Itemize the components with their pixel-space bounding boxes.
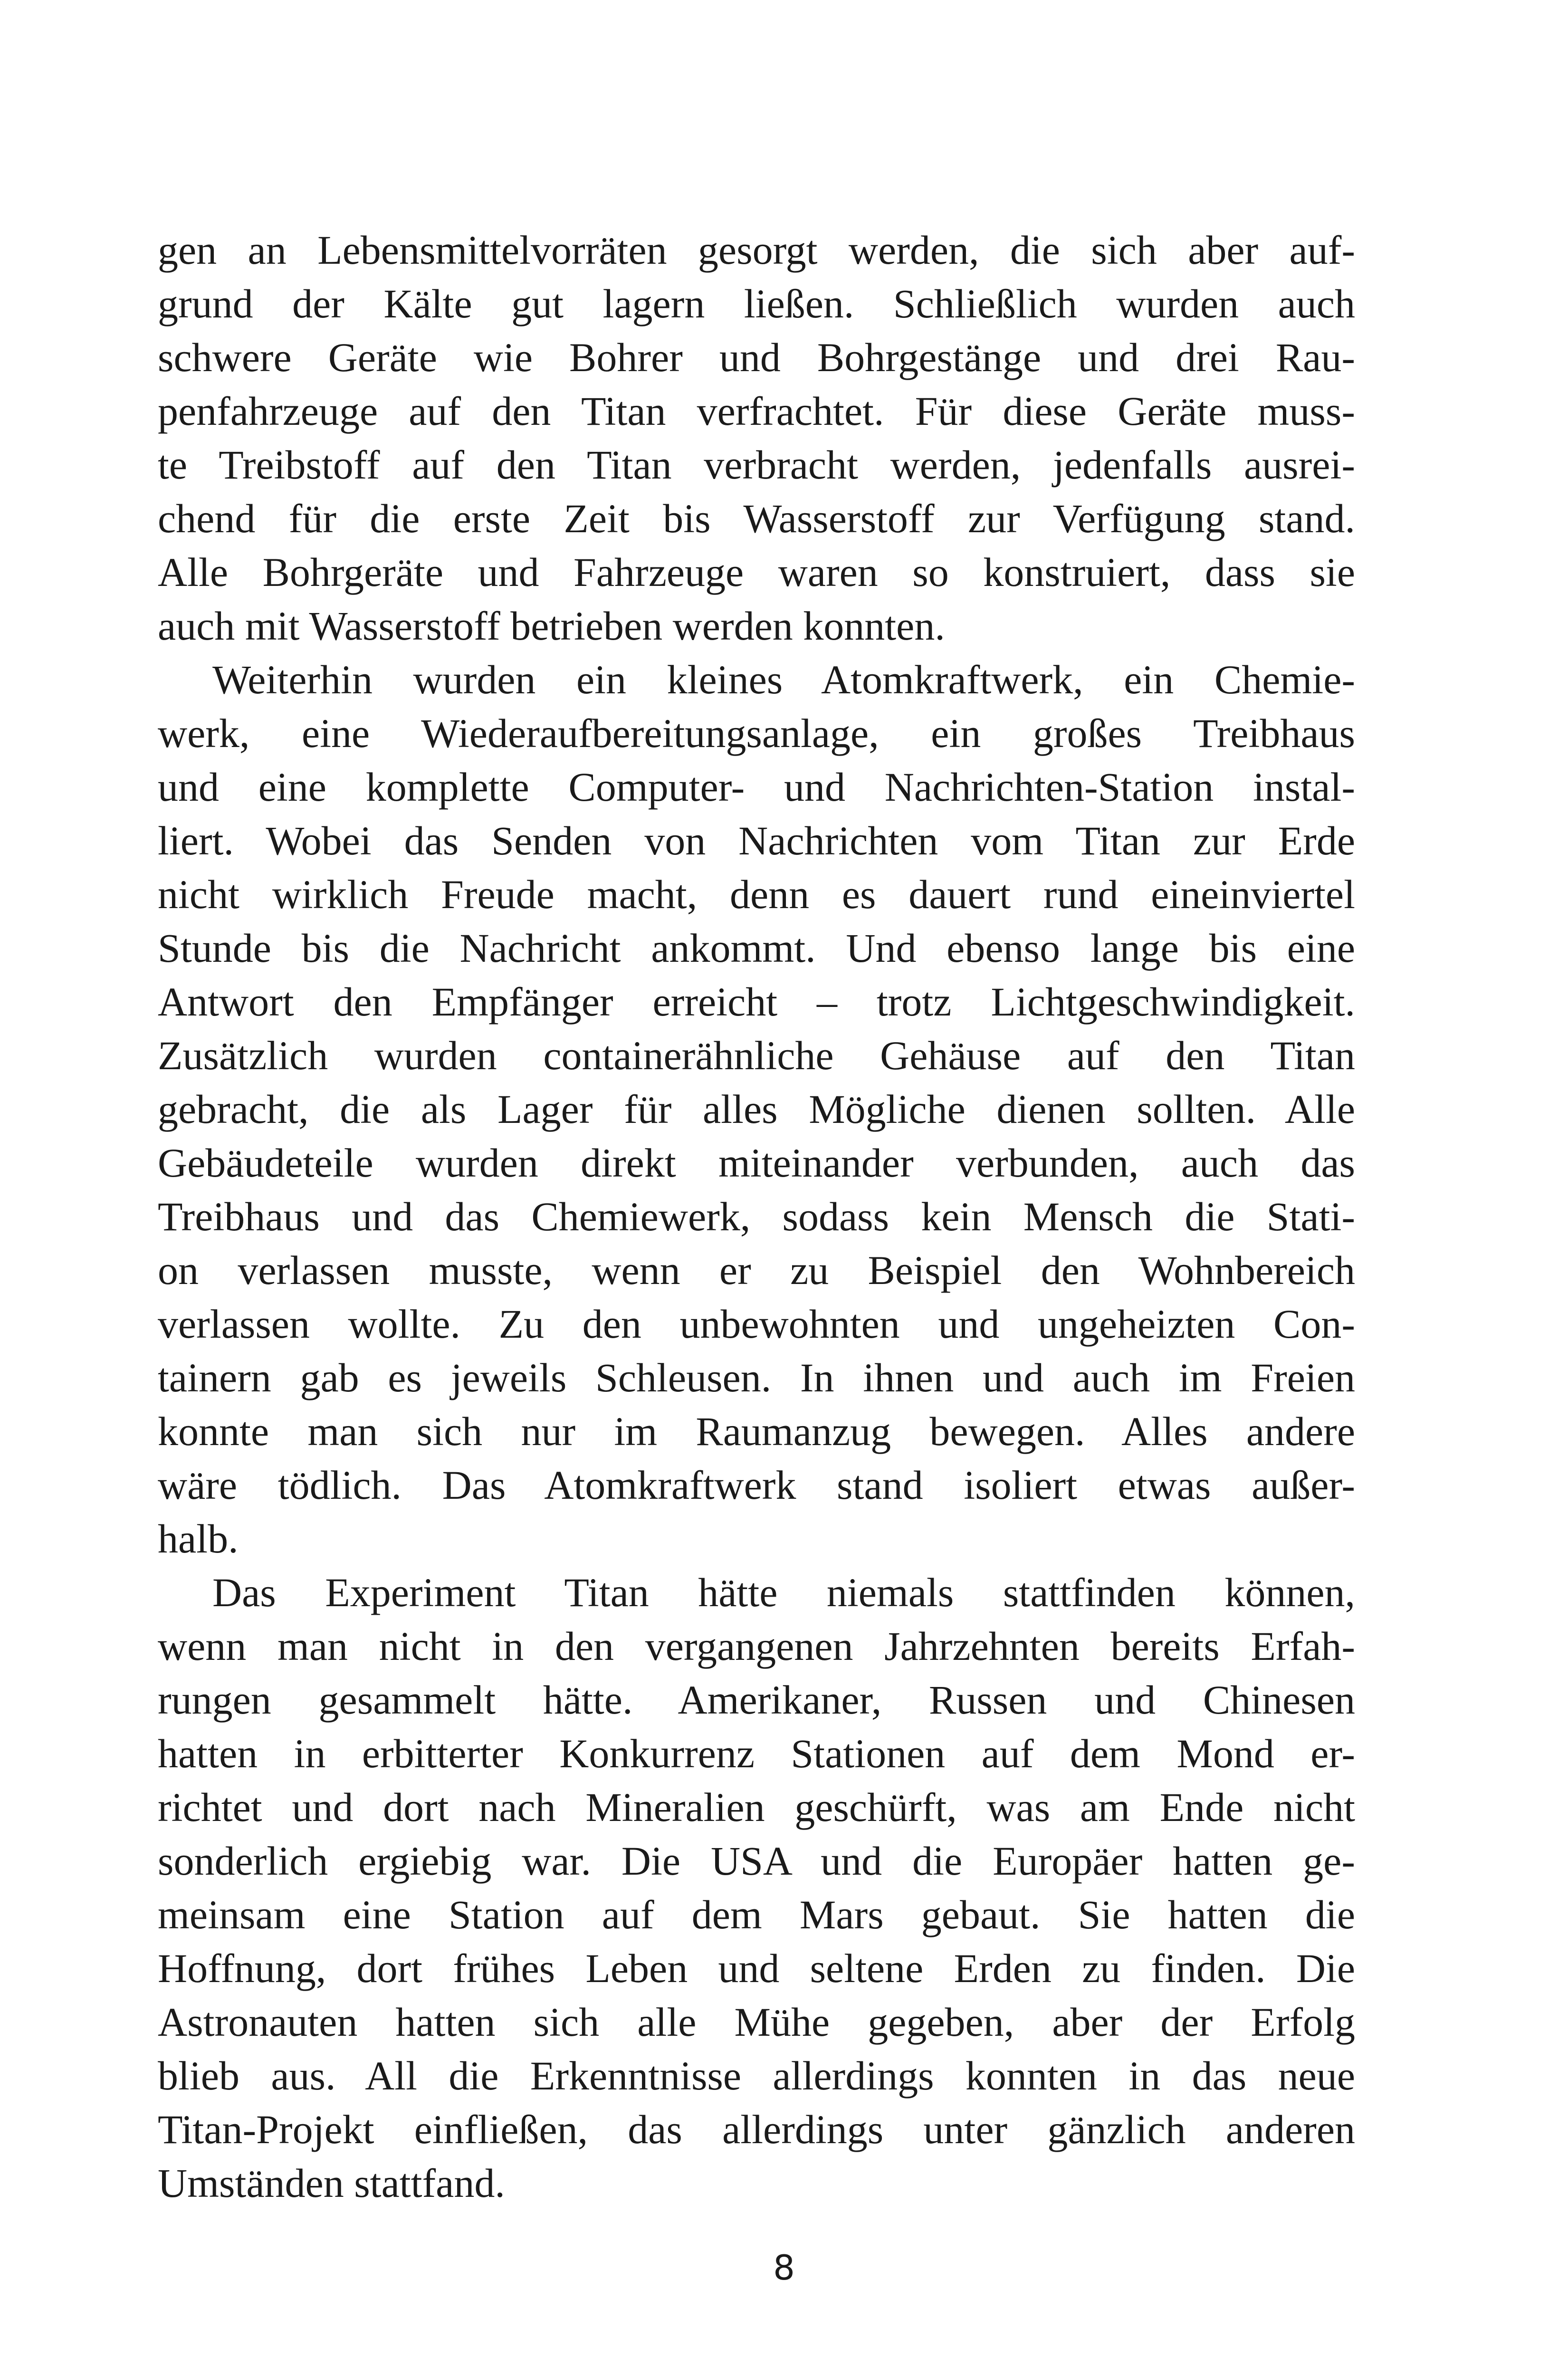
text-line: wäre tödlich. Das Atomkraftwerk stand isoliert etwas außer-	[158, 1462, 1355, 1508]
text-line: rungen gesammelt hätte. Amerikaner, Russen und Chinesen	[158, 1677, 1355, 1723]
paragraph-last-line: auch mit Wasserstoff betrieben werden konnten.	[158, 603, 945, 649]
text-line: Astronauten hatten sich alle Mühe gegeben, aber der Erfolg	[158, 1999, 1355, 2045]
text-line: liert. Wobei das Senden von Nachrichten vom Titan zur Erde	[158, 818, 1355, 863]
text-line: tainern gab es jeweils Schleusen. In ihnen und auch im Freien	[158, 1355, 1355, 1400]
text-line: verlassen wollte. Zu den unbewohnten und ungeheizten Con-	[158, 1301, 1355, 1347]
text-line: Hoffnung, dort frühes Leben und seltene Erden zu finden. Die	[158, 1945, 1355, 1991]
text-line: hatten in erbitterter Konkurrenz Stationen auf dem Mond er-	[158, 1731, 1355, 1776]
text-line: on verlassen musste, wenn er zu Beispiel den Wohnbereich	[158, 1247, 1355, 1293]
text-line: Zusätzlich wurden containerähnliche Gehäuse auf den Titan	[158, 1033, 1355, 1078]
paragraph-first-line: Weiterhin wurden ein kleines Atomkraftwerk, ein Chemie-	[212, 657, 1355, 702]
text-line: und eine komplette Computer- und Nachrichten-Station instal-	[158, 764, 1355, 810]
body-text	[158, 223, 1355, 2210]
text-line: richtet und dort nach Mineralien geschürft, was am Ende nicht	[158, 1784, 1355, 1830]
text-line: Gebäudeteile wurden direkt miteinander verbunden, auch das	[158, 1140, 1355, 1186]
text-line: gebracht, die als Lager für alles Mögliche dienen sollten. Alle	[158, 1086, 1355, 1132]
paragraph-last-line: halb.	[158, 1516, 239, 1562]
text-line: meinsam eine Station auf dem Mars gebaut. Sie hatten die	[158, 1892, 1355, 1937]
text-line: konnte man sich nur im Raumanzug bewegen. Alles andere	[158, 1408, 1355, 1454]
text-line: te Treibstoff auf den Titan verbracht werden, jedenfalls ausrei-	[158, 442, 1355, 488]
paragraph-first-line: Das Experiment Titan hätte niemals stattfinden können,	[212, 1570, 1355, 1615]
text-line: werk, eine Wiederaufbereitungsanlage, ein großes Treibhaus	[158, 710, 1355, 756]
page-number: 8	[773, 2248, 795, 2288]
text-line: Treibhaus und das Chemiewerk, sodass kein Mensch die Stati-	[158, 1194, 1355, 1239]
text-line: gen an Lebensmittelvorräten gesorgt werden, die sich aber auf-	[158, 227, 1355, 273]
text-line: schwere Geräte wie Bohrer und Bohrgestänge und drei Rau-	[158, 335, 1355, 380]
text-line: Antwort den Empfänger erreicht – trotz Lichtgeschwindigkeit.	[158, 979, 1355, 1025]
text-line: grund der Kälte gut lagern ließen. Schließlich wurden auch	[158, 281, 1355, 326]
text-line: wenn man nicht in den vergangenen Jahrzehnten bereits Erfah-	[158, 1623, 1355, 1669]
text-line: Alle Bohrgeräte und Fahrzeuge waren so konstruiert, dass sie	[158, 549, 1355, 595]
text-line: blieb aus. All die Erkenntnisse allerdings konnten in das neue	[158, 2053, 1355, 2098]
text-line: Stunde bis die Nachricht ankommt. Und ebenso lange bis eine	[158, 925, 1355, 971]
text-line: sonderlich ergiebig war. Die USA und die Europäer hatten ge-	[158, 1838, 1355, 1884]
text-line: nicht wirklich Freude macht, denn es dauert rund eineinviertel	[158, 872, 1355, 917]
paragraph-last-line: Umständen stattfand.	[158, 2160, 505, 2206]
text-line: chend für die erste Zeit bis Wasserstoff zur Verfügung stand.	[158, 496, 1355, 541]
text-line: Titan-Projekt einfließen, das allerdings unter gänzlich anderen	[158, 2107, 1355, 2152]
text-line: penfahrzeuge auf den Titan verfrachtet. Für diese Geräte muss-	[158, 388, 1355, 434]
